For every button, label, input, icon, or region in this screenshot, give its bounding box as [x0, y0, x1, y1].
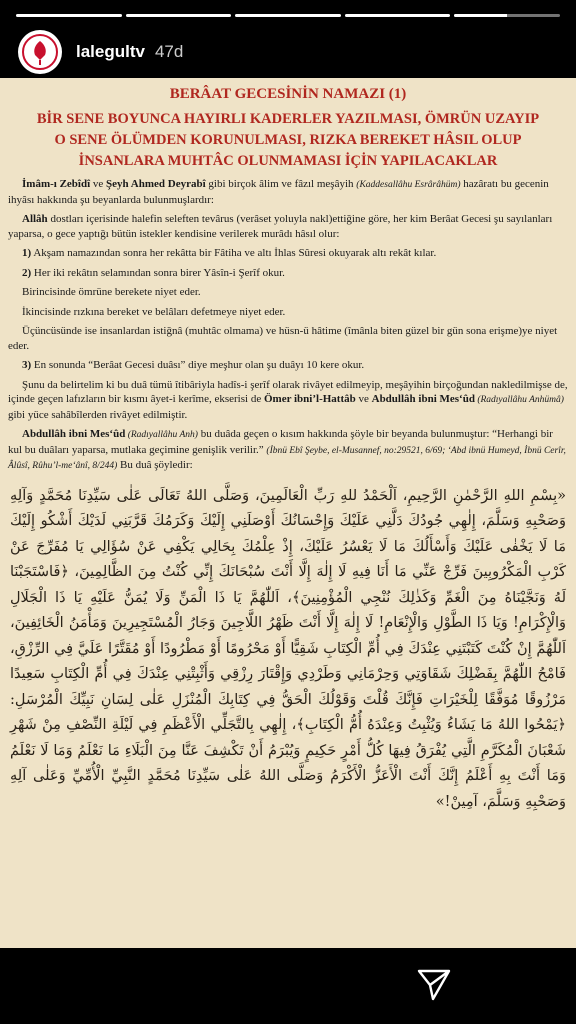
paragraph-run: ve	[90, 178, 107, 190]
progress-segment	[235, 14, 341, 17]
progress-segment	[16, 14, 122, 17]
subtitle-line: BİR SENE BOYUNCA HAYIRLI KADERLER YAZILMASI, ÖMRÜN UZAYIP	[36, 111, 540, 127]
paragraph-run: İmâm-ı Zebîdî	[22, 178, 91, 190]
arabic-prayer: «بِسْمِ اللهِ الرَّحْمٰنِ الرَّحِيمِ، اَلْحَمْدُ للهِ رَبِّ الْعَالَمِينَ، وَصَلَّى اللهُ تَعَالَى عَلٰى سَيِّدِنَا مُحَمَّدٍ وَآلِهِ وَصَحْبِهِ وَسَلَّمَ، إِلٰهِي جُودُكَ دَلَّنِي عَلَيْكَ وَإِحْسَانُكَ أَوْصَلَنِي إِلَيْكَ وَكَرَمُكَ قَرَّبَنِي لَدَيْكَ أَشْكُو إِلَيْكَ مَا لَا يَخْفٰى عَلَيْكَ وَأَسْأَلُكَ مَا لَا يَعْسُرُ عَلَيْكَ، إِذْ عِلْمُكَ بِحَالِي يَكْفِي عَنْ سُؤَالِي يَا مُفَرِّجَ عَنْ كَرْبِ الْمَكْرُوبِينَ فَرِّجْ عَنِّي مَا أَنَا فِيهِ لَا إِلٰهَ إِلَّا أَنْتَ سُبْحَانَكَ إِنِّي كُنْتُ مِنَ الظَّالِمِينَ، ﴿فَاسْتَجَبْنَا لَهُ وَنَجَّيْنَاهُ مِنَ الْغَمِّ وَكَذٰلِكَ نُنْجِي الْمُؤْمِنِينَ﴾، اَللّٰهُمَّ يَا ذَا الْمَنِّ وَلَا يُمَنُّ عَلَيْهِ يَا ذَا الْجَلَالِ وَالْإِكْرَامِ! وَيَا ذَا الطَّوْلِ وَالْإِنْعَامِ! لَا إِلٰهَ إِلَّا أَنْتَ ظَهْرُ اللَّاجِينَ وَجَارُ الْمُسْتَجِيرِينَ وَمَأْمَنُ الْخَائِفِينَ، اَللّٰهُمَّ إِنْ كُنْتَ كَتَبْتَنِي عِنْدَكَ فِي أُمِّ الْكِتَابِ شَقِيًّا أَوْ مَحْرُومًا أَوْ مَطْرُودًا أَوْ مُقَتَّرًا عَلَيَّ فِي الرِّزْقِ، فَامْحُ اللّٰهُمَّ بِفَضْلِكَ شَقَاوَتِي وَحِرْمَانِي وَطَرْدِي وَإِقْتَارَ رِزْقِي وَأَثْبِتْنِي عِنْدَكَ فِي أُمِّ الْكِتَابِ سَعِيدًا مَرْزُوقًا مُوَفَّقًا لِلْخَيْرَاتِ فَإِنَّكَ قُلْتَ وَقَوْلُكَ الْحَقُّ فِي كِتَابِكَ الْمُنْزَلِ عَلٰى لِسَانِ نَبِيِّكَ الْمُرْسَلِ: ﴿يَمْحُوا اللهُ مَا يَشَاءُ وَيُثْبِتُ وَعِنْدَهُ أُمُّ الْكِتَابِ﴾، إِلٰهِي بِالتَّجَلِّي الْأَعْظَمِ فِي لَيْلَةِ النِّصْفِ مِنْ شَهْرِ شَعْبَانَ الْمُكَرَّمِ الَّتِي يُفْرَقُ فِيهَا كُلُّ أَمْرٍ حَكِيمٍ وَيُبْرَمُ أَنْ تَكْشِفَ عَنَّا مِنَ الْبَلَاءِ مَا نَعْلَمُ وَمَا لَا نَعْلَمُ وَمَا أَنْتَ بِهِ أَعْلَمُ إِنَّكَ أَنْتَ الْأَعَزُّ الْأَكْرَمُ وَصَلَّى اللهُ عَلٰى سَيِّدِنَا مُحَمَّدٍ النَّبِيِّ الْأُمِّيِّ وَعَلٰى آلِهِ وَصَحْبِهِ وَسَلَّمَ، آمِينْ!»	[10, 487, 566, 810]
paragraph-run: Birincisinde ömrüne berekete niyet eder.	[22, 286, 201, 298]
paragraph	[8, 246, 568, 261]
story-progress	[16, 14, 560, 17]
paragraph	[8, 358, 568, 373]
paragraph-run: Abdullâh ibni Mes‘ûd	[22, 428, 126, 440]
paragraph-run: (İbnü Ebî Şeybe, el-Musannef, no:29521, 6/69; ‘Abd ibnü Humeyd, İbnü Cerîr, Âlûsî, Rûhu’l-me‘ânî, 8/244)	[8, 445, 566, 471]
username[interactable]: lalegultv	[76, 42, 145, 61]
paragraph-run: Allâh	[22, 213, 48, 225]
paragraph-run: Şeyh Ahmed Deyrabî	[106, 178, 206, 190]
paragraph-run: (Kaddesallâhu Esrârâhüm)	[356, 180, 461, 190]
paragraph	[8, 177, 568, 207]
paragraph-run: Ömer ibni’l-Hattâb	[263, 393, 356, 405]
paragraph	[8, 285, 568, 300]
paragraph-run: Bu duâ şöyledir:	[117, 459, 193, 471]
paragraph-run: dostları içerisinde halefin seleften tevârus (verâset yoluyla nakl)ettiğine göre, her kim Berâat Gecesi şu sayılanları yaparsa, o gece yaptığı bütün istekler kendisine verilerek murâdı hâsıl olur:	[8, 213, 553, 240]
paragraph-run: ve	[355, 393, 372, 405]
paragraph-run: Akşam namazından sonra her rekâtta bir Fâtiha ve altı İhlas Sûresi okuyarak altı rekât kılar.	[31, 247, 437, 259]
paragraph-run: Her iki rekâtın selamından sonra birer Yâsîn-i Şerîf okur.	[31, 266, 285, 279]
avatar[interactable]	[18, 30, 62, 74]
post-age: 47d	[154, 42, 184, 61]
paragraph	[8, 378, 568, 423]
paragraph-run: bu duâda geçen o kısım hakkında şöyle bir beyanda bulunmuştur: “Herhangi bir kul bu duâları yaparsa, mutlaka geçimine genişlik verilir.”	[8, 428, 553, 456]
paragraph-run: gibi yüce sahâbîlerden rivâyet edilmiştir.	[8, 408, 188, 421]
subtitle-line: İNSANLARA MUHTÂC OLUNMAMASI İÇİN YAPILACAKLAR	[78, 153, 498, 169]
paragraph-run: En sonunda “Berâat Gecesi duâsı” diye meşhur olan şu duâyı 10 kere okur.	[31, 359, 365, 371]
paragraph	[8, 324, 568, 353]
subtitle-line: O SENE ÖLÜMDEN KORUNULMASI, RIZKA BEREKET HÂSIL OLUP	[54, 132, 522, 148]
paragraph-run: 1)	[22, 247, 32, 259]
paragraph	[8, 427, 568, 474]
progress-segment	[126, 14, 232, 17]
paragraph-run: Üçüncüsünde ise insanlardan istiğnâ (muhtâc olmama) ve hüsn-ü hâtime (îmânla biten güzel bir gün sona erişme)ye niyet eder.	[8, 325, 558, 352]
paragraph-run: İkincisinde rızkına bereket ve belâları defetmeye niyet eder.	[22, 305, 286, 318]
document-image	[0, 78, 576, 948]
paragraph-run: hazâratı bu gecenin ihyâsı hakkında şu beyanlarda bulunmuşlardır:	[8, 178, 549, 206]
paragraph-run: (Radıyallâhu Anh)	[125, 430, 198, 440]
tulip-logo-icon	[22, 34, 58, 70]
story-footer	[0, 948, 576, 1024]
paragraph-run: 2)	[22, 266, 32, 279]
paragraph-run: Şunu da belirtelim ki bu duâ tümü îtibâriyla hadîs-i şerîf olarak rivâyet edilmeyip, meşâyihin birçoğundan nakledilmişse de, içinde geçen lafızların bir kısmı âyet-i kerîme, ekserisi de	[8, 378, 568, 405]
paragraph-run: gibi birçok âlim ve fâzıl meşâyih	[205, 178, 357, 190]
paragraph	[8, 266, 568, 281]
progress-segment	[454, 14, 560, 17]
document-body	[8, 177, 568, 474]
paragraph-run: (Radıyallâhu Anhümâ)	[474, 395, 564, 405]
story-header	[18, 30, 558, 74]
send-icon[interactable]	[416, 968, 452, 1002]
paragraph-run: 3)	[22, 359, 32, 371]
document-title: BERÂAT GECESİNİN NAMAZI (1)	[169, 86, 407, 102]
progress-segment	[345, 14, 451, 17]
document-subtitle	[8, 109, 568, 172]
paragraph-run: Abdullâh ibni Mes‘ûd	[371, 393, 475, 405]
paragraph	[8, 212, 568, 241]
paragraph	[8, 305, 568, 320]
